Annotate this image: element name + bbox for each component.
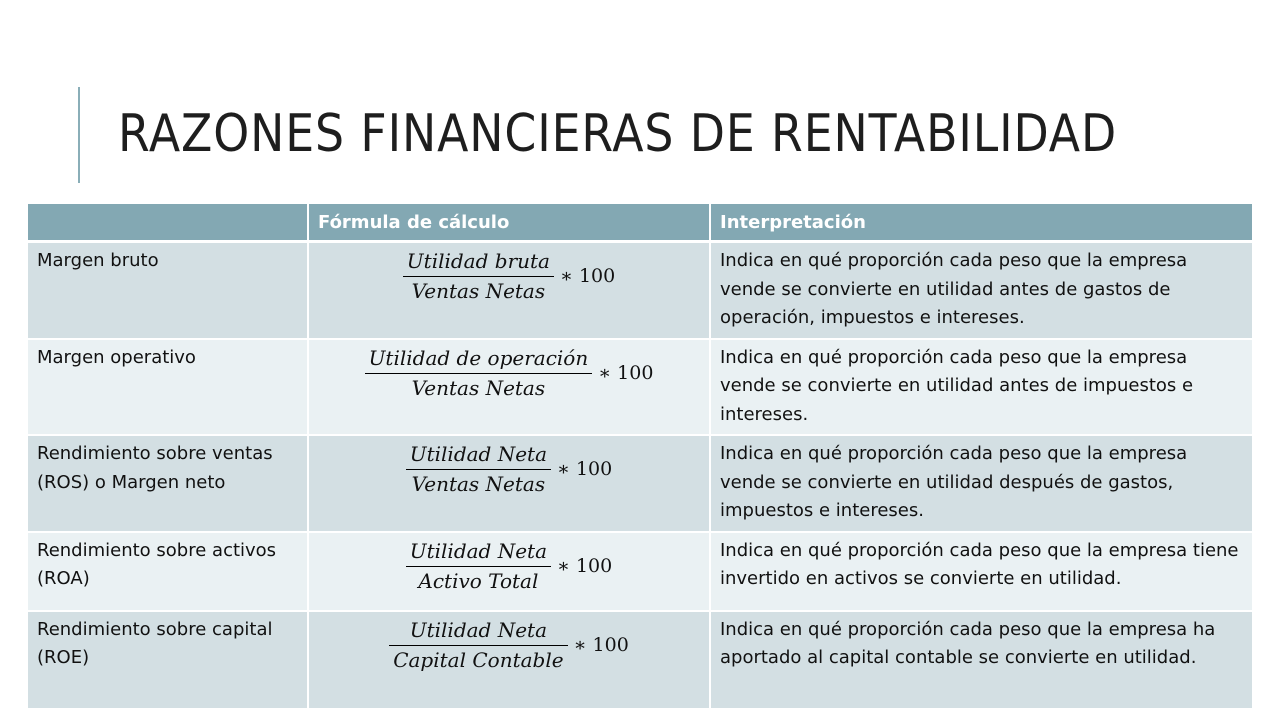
formula-denominator: Ventas Netas: [411, 472, 546, 496]
interpretation: Indica en qué proporción cada peso que la empresa tiene invertido en activos se convierte en utilidad.: [710, 532, 1252, 611]
ratios-table: [28, 204, 1252, 710]
header-ratio-name: [28, 204, 308, 242]
formula-denominator: Activo Total: [418, 568, 539, 593]
interpretation: Indica en qué proporción cada peso que la empresa vende se convierte en utilidad después de gastos, impuestos e intereses.: [710, 435, 1252, 532]
formula: [403, 247, 615, 306]
formula: [365, 344, 654, 403]
interpretation: Indica en qué proporción cada peso que la empresa vende se convierte en utilidad antes de gastos de operación, impuestos e intereses.: [710, 242, 1252, 339]
fraction: [365, 344, 593, 403]
formula-multiplier: ∗ 100: [557, 554, 613, 577]
table-row: [28, 242, 1252, 339]
formula-multiplier: ∗ 100: [557, 458, 613, 481]
interpretation: Indica en qué proporción cada peso que la empresa ha aportado al capital contable se convierte en utilidad.: [710, 611, 1252, 709]
fraction: [406, 537, 551, 596]
table-header-row: [28, 204, 1252, 242]
formula-numerator: Utilidad Neta: [409, 538, 548, 563]
formula: [406, 537, 612, 596]
formula-numerator: Utilidad Neta: [409, 617, 548, 642]
formula-numerator: Utilidad bruta: [406, 249, 550, 273]
ratio-name: Margen bruto: [28, 242, 308, 339]
formula-cell: [308, 339, 710, 436]
ratio-name: Rendimiento sobre capital (ROE): [28, 611, 308, 709]
table-row: [28, 339, 1252, 436]
formula: [389, 616, 629, 675]
ratio-name: Rendimiento sobre ventas (ROS) o Margen neto: [28, 435, 308, 532]
formula-denominator: Ventas Netas: [411, 375, 546, 400]
formula-cell: [308, 435, 710, 532]
title-accent-bar: [78, 87, 80, 183]
fraction: [403, 247, 554, 306]
formula: [406, 440, 612, 499]
ratio-name: Rendimiento sobre activos (ROA): [28, 532, 308, 611]
formula-multiplier: ∗ 100: [573, 633, 629, 656]
fraction: [389, 616, 567, 675]
formula-denominator: Ventas Netas: [411, 279, 546, 303]
interpretation: Indica en qué proporción cada peso que la empresa vende se convierte en utilidad antes de impuestos e intereses.: [710, 339, 1252, 436]
table-row: [28, 435, 1252, 532]
ratio-name: Margen operativo: [28, 339, 308, 436]
table-row: [28, 611, 1252, 709]
formula-numerator: Utilidad de operación: [368, 345, 589, 370]
formula-cell: [308, 242, 710, 339]
slide-title: RAZONES FINANCIERAS DE RENTABILIDAD: [118, 104, 1118, 164]
formula-cell: [308, 611, 710, 709]
table-row: [28, 532, 1252, 611]
formula-multiplier: ∗ 100: [559, 265, 616, 288]
formula-numerator: Utilidad Neta: [409, 442, 548, 466]
header-interpretation: Interpretación: [710, 204, 1252, 242]
formula-denominator: Capital Contable: [393, 647, 564, 672]
formula-cell: [308, 532, 710, 611]
formula-multiplier: ∗ 100: [598, 361, 654, 384]
header-formula: Fórmula de cálculo: [308, 204, 710, 242]
fraction: [406, 440, 551, 499]
